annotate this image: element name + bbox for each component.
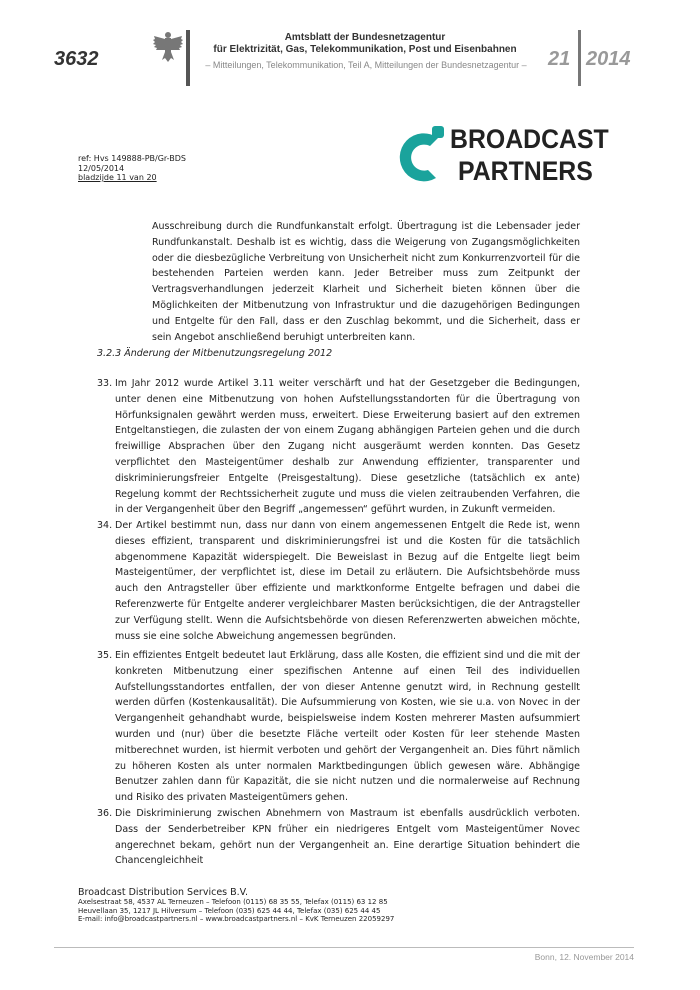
broadcast-partners-logo-icon <box>392 124 448 188</box>
federal-eagle-icon <box>152 30 184 64</box>
paragraph-33: Im Jahr 2012 wurde Artikel 3.11 weiter verschärft und hat der Gesetzgeber die Bedingungen, unter denen eine Mitbenutzung von hohen Aufstellungsstandorten für die Übertragung von Hörfunksignalen gewährt werden muss, erweitert. Diese Erweiterung basiert auf den extremen Entgeltanstiegen, die zulasten der von einem Zugang abhängigen Parteien gehen und die durch freiwillige Absprachen über den Zugang nicht ausgeräumt werden konnten. Das Gesetz verpflichtet den Masteigentümer deshalb zur Anwendung effizienter, transparenter und diskriminierungsfreier Entgelte (Preisgestaltung). Diese gesetzliche (tatsächlich ex ante) Regelung kommt der Rechtssicherheit zugute und muss die vielen zeitraubenden Verfahren, die in der Vergangenheit über den Begriff „angemessen“ geführt wurden, in Zukunft vermeiden. <box>115 378 580 516</box>
issue-year: 2014 <box>586 48 631 70</box>
broadcast-partners-logo <box>392 124 612 190</box>
footer-address-line: Axelsestraat 58, 4537 AL Terneuzen – Telefoon (0115) 68 35 55, Telefax (0115) 63 12 85 <box>78 898 388 906</box>
footer-address <box>78 898 394 924</box>
logo-word-broadcast: BROADCAST <box>450 124 609 154</box>
footer-divider <box>54 947 634 948</box>
footer-date: Bonn, 12. November 2014 <box>534 952 634 962</box>
paragraph-35: Ein effizientes Entgelt bedeutet laut Erklärung, dass alle Kosten, die effizient sind und die mit der konkreten Mitbenutzung einer spezifischen Antenne auf einen Teil des individuellen Aufstellungsstandortes entfallen, der von dieser Antenne genutzt wird, in Rechnung gestellt werden dürfen (Kostenkausalität). Die Aufsummierung von Kosten, wie sie u.a. von Novec in der Vergangenheit gehandhabt wurde, beispielsweise indem Kosten mehrerer Masten aufsummiert wurden und (nur) über die besetzte Fläche verteilt oder Kosten für leer stehende Masten mitberechnet wurden, ist hiermit verboten und gehört der Vergangenheit an. Dies führt nämlich zu höheren Kosten als unter normalen Marktbedingungen üblich gewesen wäre. Abhängige Benutzer zahlen dann für Kapazität, die sie nicht nutzen und die normalerweise auf Rechnung und Risiko des privaten Masteigentümers gehen. <box>115 650 580 804</box>
reference-code: ref: Hvs 149888-PB/Gr-BDS <box>78 154 187 163</box>
paragraph-34: Der Artikel bestimmt nun, dass nur dann von einem angemessenen Entgelt die Rede ist, wenn dieses effizient, transparent und diskriminierungsfrei ist und die Kosten für die tatsächlich abgenommene Kapazität widerspiegelt. Die Beweislast in Bezug auf die Entgelte liegt beim Masteigentümer, der verpflichtet ist, diese im Detail zu erläutern. Die Aufsichtsbehörde muss auch den Antragsteller über effiziente und marktkonforme Entgelte befragen und dabei die Referenzwerte für Entgelte anderer vergleichbarer Masten berücksichtigen, die der Antragsteller zur Verfügung stellt. Wenn die Aufsichtsbehörde von diesen Referenzwerten abweichen möchte, muss sie eine solche Abweichung angemessen begründen. <box>115 520 580 642</box>
paragraph-number: 35. <box>97 650 113 661</box>
issue-divider <box>578 30 581 86</box>
section-heading: 3.2.3 Änderung der Mitbenutzungsregelung 2012 <box>97 348 333 359</box>
paragraph-number: 36. <box>97 808 113 819</box>
reference-page: bladzijde 11 van 20 <box>78 173 157 182</box>
paragraph-number: 34. <box>97 520 113 531</box>
header-divider <box>186 30 190 86</box>
logo-word-partners: PARTNERS <box>458 156 593 186</box>
reference-date: 12/05/2014 <box>78 163 125 173</box>
footer-contact-line: E-mail: info@broadcastpartners.nl – www.broadcastpartners.nl – KvK Terneuzen 22059297 <box>78 915 395 924</box>
paragraph-number: 33. <box>97 378 113 389</box>
intro-paragraph: Ausschreibung durch die Rundfunkanstalt erfolgt. Übertragung ist die Lebensader jeder Rundfunkanstalt. Deshalb ist es wichtig, dass die Weigerung von Zugangsmöglichkeiten oder die diesbezügliche Verbreitung von Unsicherheit nicht zum Konkurrenzvorteil für die bestehenden Parteien werden kann. Jeder Betreiber muss zum Zeitpunkt der Vertragsverhandlungen jederzeit Klarheit und Sicherheit bieten können über die Möglichkeiten der Mitbenutzung von Infrastruktur und die dazugehörigen Bedingungen und Entgelte für den Fall, dass er den Zuschlag bekommt, und die Sicherheit, dass er sein Angebot anschließend beruhigt unterbreiten kann. <box>152 221 580 343</box>
journal-title-line-1: Amtsblatt der Bundesnetzagentur <box>284 32 446 43</box>
issue-number: 21 <box>548 48 571 70</box>
footer-company: Broadcast Distribution Services B.V. <box>78 887 248 898</box>
letter-reference <box>78 154 186 183</box>
journal-title-line-2: für Elektrizität, Gas, Telekommunikation, Post und Eisenbahnen <box>213 44 517 55</box>
page-number: 3632 <box>54 48 99 70</box>
journal-subtitle: – Mitteilungen, Telekommunikation, Teil A, Mitteilungen der Bundesnetzagentur – <box>205 60 527 70</box>
journal-title <box>200 32 530 56</box>
paragraph-36: Die Diskriminierung zwischen Abnehmern von Mastraum ist ebenfalls ausdrücklich verboten. Dass der Senderbetreiber KPN früher ein niedrigeres Entgelt vom Masteigentümer Novec angerechnet bekam, gehört nun der Vergangenheit an. Eine derartige Situation behindert die Chancengleichheit <box>115 808 580 867</box>
footer-address-line: Heuvellaan 35, 1217 JL Hilversum – Telefoon (035) 625 44 44, Telefax (035) 625 44 45 <box>78 906 381 915</box>
